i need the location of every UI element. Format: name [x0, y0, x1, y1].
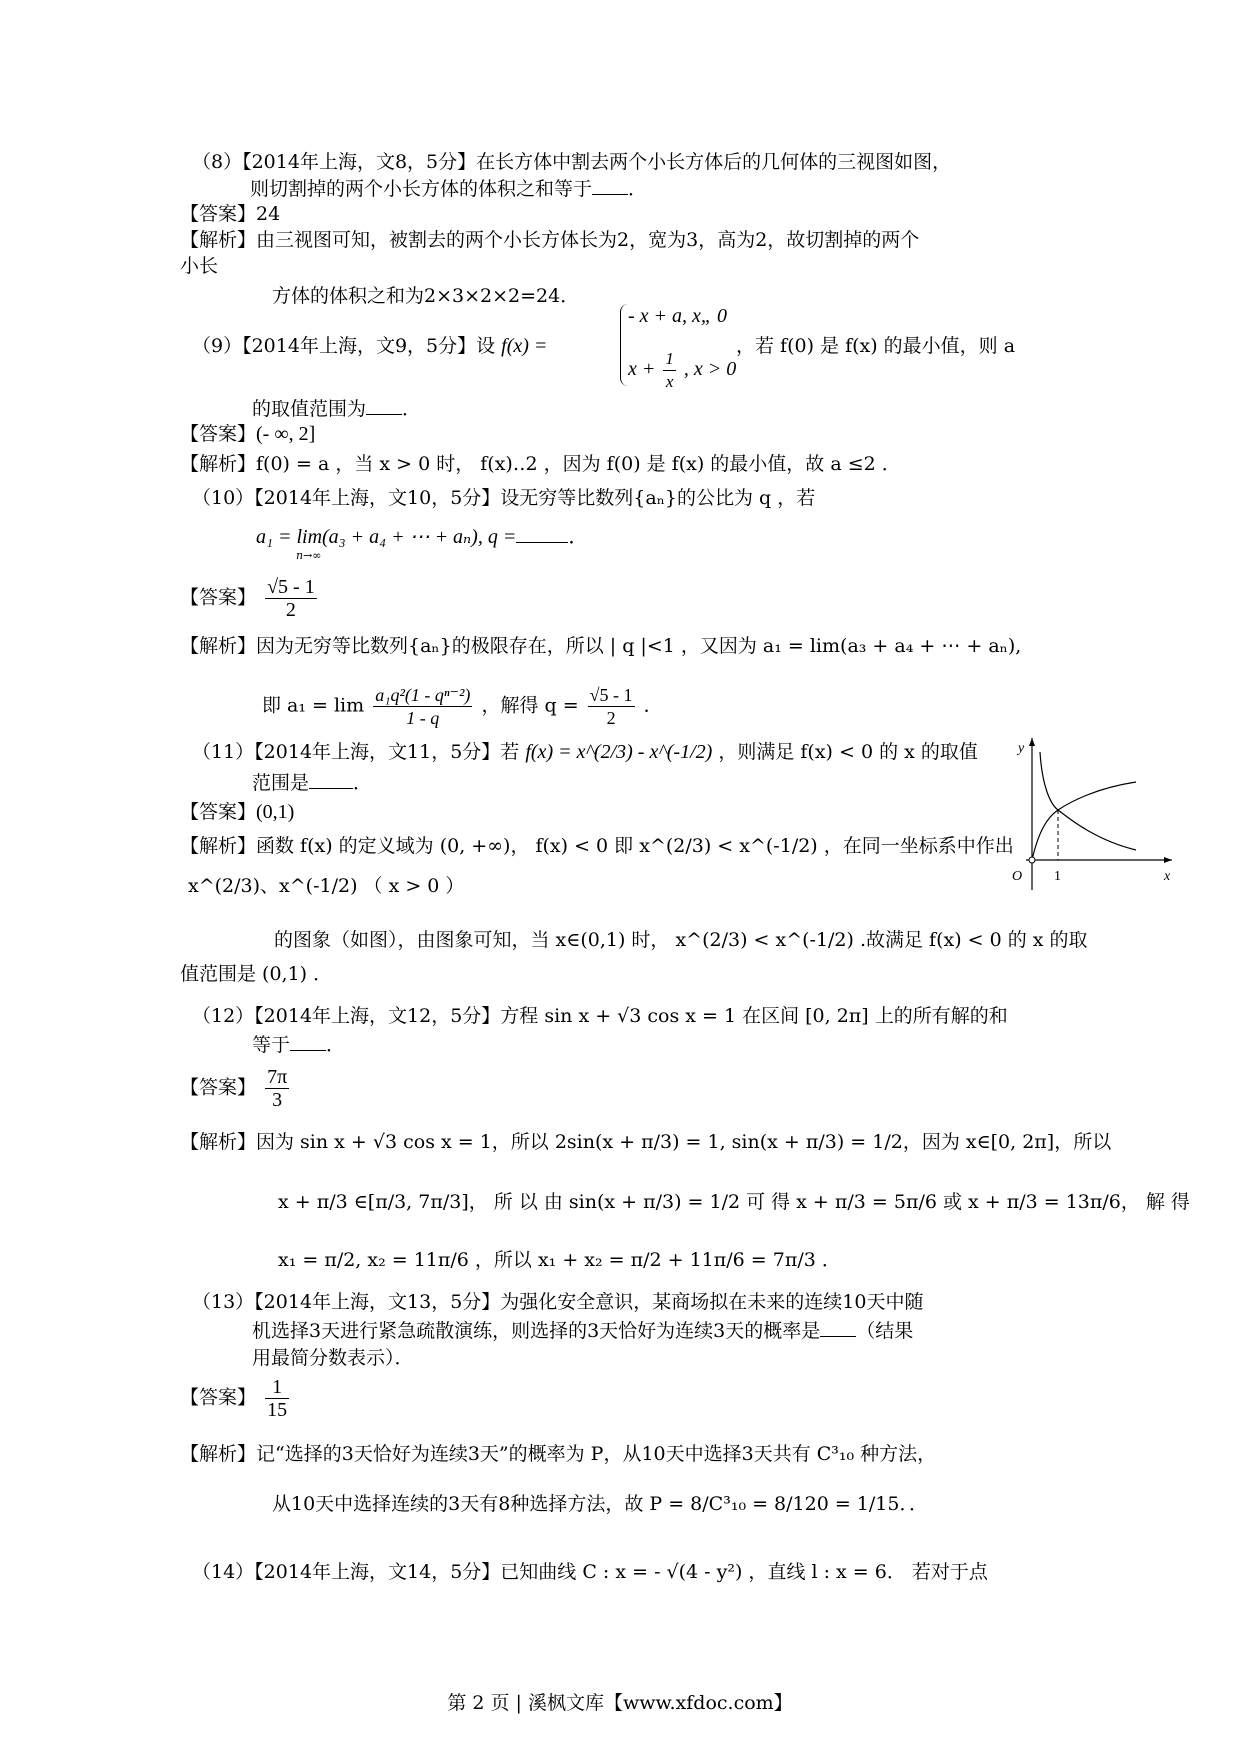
q9-case2-frac: $\frac{1}{x}$	[665, 349, 674, 391]
q10-analysis-2: 即 a₁ = lim $\frac{\text{a₁q²(1 - qⁿ⁻²)}}{1 - q}$ ，解得 q = $\frac{√5 - 1}{2}$ ．	[262, 685, 663, 728]
q9-case1: - x + a, x„ 0	[628, 305, 728, 327]
q10-blank	[516, 524, 568, 543]
q12-analysis-3: x₁ = π/2, x₂ = 11π/6 ，所以 x₁ + x₂ = π/2 + 11π/6 = 7π/3 ．	[278, 1249, 841, 1271]
q9-title: （9）【2014年上海，文9，5分】设 f(x) =	[192, 335, 548, 357]
q9-condition: ，若 f(0) 是 f(x) 的最小值，则 a	[736, 335, 1016, 357]
q11-graph	[996, 730, 1180, 890]
q9-analysis: 【解析】f(0) = a ，当 x > 0 时， f(x)‥2 ，因为 f(0) 是 f(x) 的最小值，故 a ≤2 ．	[180, 453, 901, 475]
q10-title: （10）【2014年上海，文10，5分】设无穷等比数列{aₙ}的公比为 q ，若	[192, 487, 816, 509]
q12-line2: 等于 ．	[252, 1034, 346, 1056]
q10-analysis: 【解析】因为无穷等比数列{aₙ}的极限存在，所以 | q |<1 ，又因为 a₁ = lim(a₃ + a₄ + ⋯ + aₙ),	[180, 635, 1022, 657]
q8-title: （8）【2014年上海，文8，5分】在长方体中割去两个小长方体后的几何体的三视图如图，	[192, 151, 952, 173]
q10-answer: 【答案】 $\frac{√5 - 1}{2}$	[180, 576, 315, 621]
q12-title: （12）【2014年上海，文12，5分】方程 sin x + √3 cos x = 1 在区间 [0, 2π] 上的所有解的和	[192, 1005, 1008, 1027]
q11-title: （11）【2014年上海，文11，5分】若 f(x) = x^(2/3) - x^(-1/2) ，则满足 f(x) < 0 的 x 的取值	[192, 741, 978, 763]
q13-answer-frac: $\frac{1}{15}$	[267, 1376, 288, 1421]
q13-blank	[820, 1318, 856, 1337]
q8-answer: 【答案】24	[180, 203, 281, 225]
q11-analysis: 【解析】函数 f(x) 的定义域为 (0, +∞)， f(x) < 0 即 x^(2/3) < x^(-1/2) ，在同一坐标系中作出	[180, 835, 1014, 857]
q11-blank	[309, 770, 353, 789]
q9-case2: x + $\frac{1}{x}$ , x > 0	[628, 349, 737, 391]
page-footer: 第 2 页 | 溪枫文库【www.xfdoc.com】	[447, 1692, 793, 1714]
y-axis-arrow	[1029, 738, 1035, 746]
q11-analysis-2: x^(2/3)、x^(-1/2) （ x > 0 ）	[188, 875, 465, 897]
q8-blank	[592, 176, 628, 195]
q11-analysis-3: 的图象（如图），由图象可知，当 x∈(0,1) 时， x^(2/3) < x^(-1/2) .故满足 f(x) < 0 的 x 的取	[274, 929, 1088, 951]
q12-analysis: 【解析】因为 sin x + √3 cos x = 1，所以 2sin(x + π/3) = 1, sin(x + π/3) = 1/2，因为 x∈[0, 2π]，所以	[180, 1131, 1112, 1153]
tick-label-1: 1	[1054, 869, 1061, 884]
q9-answer: 【答案】(- ∞, 2]	[180, 423, 316, 445]
origin-label: O	[1012, 869, 1023, 884]
q12-answer-frac: $\frac{7\pi}{3}$	[267, 1066, 288, 1111]
q13-analysis-2: 从10天中选择连续的3天有8种选择方法，故 P = 8/C³₁₀ = 8/120 = 1/15．．	[272, 1493, 928, 1515]
x-axis-arrow	[1164, 857, 1172, 863]
origin-point	[1029, 857, 1035, 863]
q10-answer-frac: $\frac{√5 - 1}{2}$	[267, 576, 315, 621]
q13-line2: 机选择3天进行紧急疏散演练，则选择的3天恰好为连续3天的概率是 （结果	[252, 1320, 914, 1342]
y-label: y	[1018, 741, 1025, 756]
q8-analysis-2: 小长	[180, 255, 219, 277]
q12-analysis-2: x + π/3 ∈[π/3, 7π/3]， 所 以 由 sin(x + π/3) = 1/2 可 得 x + π/3 = 5π/6 或 x + π/3 = 13π/6， 解 得	[278, 1191, 1190, 1213]
q8-analysis: 【解析】由三视图可知，被割去的两个小长方体长为2，宽为3，高为2，故切割掉的两个	[180, 229, 920, 251]
q13-analysis: 【解析】记“选择的3天恰好为连续3天”的概率为 P，从10天中选择3天共有 C³₁₀ 种方法，	[180, 1443, 937, 1465]
q9-line2: 的取值范围为 ．	[252, 398, 422, 420]
q9-blank	[366, 396, 402, 415]
q12-answer: 【答案】 $\frac{7\pi}{3}$	[180, 1066, 288, 1111]
q12-blank	[290, 1032, 326, 1051]
q11-analysis-4: 值范围是 (0,1) ．	[180, 963, 333, 985]
q14-title: （14）【2014年上海，文14，5分】已知曲线 C : x = - √(4 - y²) ，直线 l : x = 6． 若对于点	[192, 1561, 988, 1583]
q8-analysis-3: 方体的体积之和为2×3×2×2=24．	[272, 285, 580, 307]
curve-x-neg-half	[1040, 752, 1136, 850]
q11-answer: 【答案】(0,1)	[180, 801, 295, 823]
q13-line3: 用最简分数表示）．	[252, 1347, 414, 1369]
q10-line2: a₁ = lim(a₃ + a₄ + ⋯ + aₙ), q = ．	[256, 526, 589, 548]
q13-answer: 【答案】 $\frac{1}{15}$	[180, 1376, 288, 1421]
x-label: x	[1164, 869, 1171, 884]
q11-line2: 范围是 ．	[252, 772, 373, 794]
q10-analysis-frac-2: $\frac{√5 - 1}{2}$	[589, 685, 633, 728]
q13-title: （13）【2014年上海，文13，5分】为强化安全意识，某商场拟在未来的连续10天中随	[192, 1291, 924, 1313]
q8-line2: 则切割掉的两个小长方体的体积之和等于 ．	[250, 178, 648, 200]
q10-lim-sub: n→∞	[296, 549, 322, 562]
q10-analysis-frac: $\frac{\text{a₁q²(1 - qⁿ⁻²)}}{1 - q}$	[375, 685, 471, 728]
